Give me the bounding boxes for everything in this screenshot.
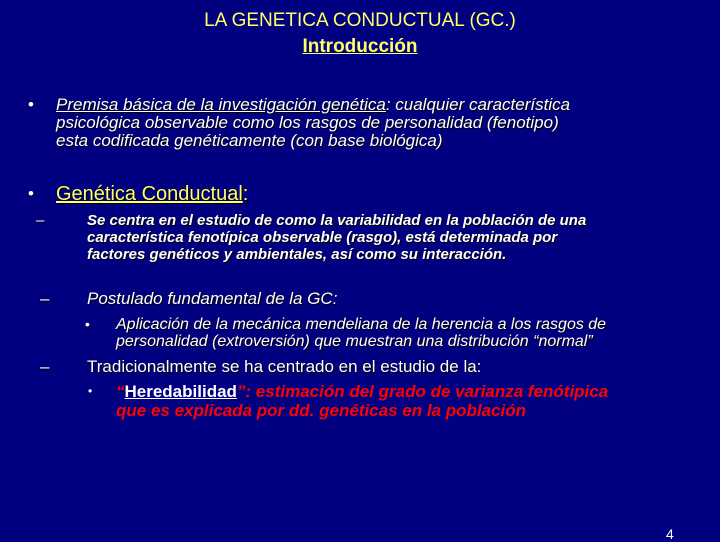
mendeliana-line-2: personalidad (extroversión) que muestran una distribución “normal”	[116, 333, 593, 350]
genetica-conductual-label: Genética Conductual	[56, 183, 243, 205]
premisa-line-1-rest: cualquier característica	[395, 95, 571, 114]
mendeliana-text	[116, 316, 720, 350]
premisa-line-2: psicológica observable como los rasgos de personalidad (fenotipo)	[56, 113, 559, 132]
heredabilidad-term: Heredabilidad	[124, 382, 237, 401]
bullet-premisa-text	[56, 96, 720, 150]
slide-subtitle: Introducción	[302, 36, 418, 57]
premisa-line-3: esta codificada genéticamente (con base biológica)	[56, 131, 443, 150]
dash-mark: –	[40, 357, 50, 376]
variabilidad-line-2: característica fenotípica observable (rasgo), está determinada por	[87, 229, 558, 246]
premisa-label: Premisa básica de la investigación genética	[56, 95, 386, 114]
bullet-mark: •	[28, 95, 34, 114]
heredabilidad-definition: ”: estimación del grado de varianza fenótipica	[236, 382, 609, 401]
dash-mark: –	[40, 289, 50, 308]
heredabilidad-line-2: que es explicada por dd. genéticas en la población	[116, 401, 527, 420]
bullet-mark: •	[85, 316, 90, 332]
bullet-mark: •	[28, 184, 34, 203]
slide-title: LA GENETICA CONDUCTUAL (GC.)	[204, 10, 516, 31]
title-block	[0, 8, 720, 60]
postulado-text: Postulado fundamental de la GC:	[87, 289, 338, 308]
genetica-conductual-separator: :	[242, 183, 249, 205]
mendeliana-line-1: Aplicación de la mecánica mendeliana de la herencia a los rasgos de	[116, 316, 607, 333]
heredabilidad-line-1	[116, 382, 720, 401]
tradicionalmente-text: Tradicionalmente se ha centrado en el estudio de la:	[87, 357, 482, 376]
variabilidad-text	[87, 212, 717, 263]
open-quote: “	[116, 382, 125, 401]
variabilidad-line-1: Se centra en el estudio de como la variabilidad en la población de una	[87, 212, 587, 229]
variabilidad-line-3: factores genéticos y ambientales, así como su interacción.	[87, 246, 507, 263]
dash-mark: –	[36, 212, 45, 229]
genetica-conductual-heading	[56, 183, 248, 205]
page-number: 4	[666, 526, 674, 542]
bullet-mark: •	[88, 384, 93, 398]
premisa-separator: :	[385, 95, 396, 114]
heredabilidad-text	[116, 382, 720, 420]
premisa-line-1	[56, 96, 720, 114]
